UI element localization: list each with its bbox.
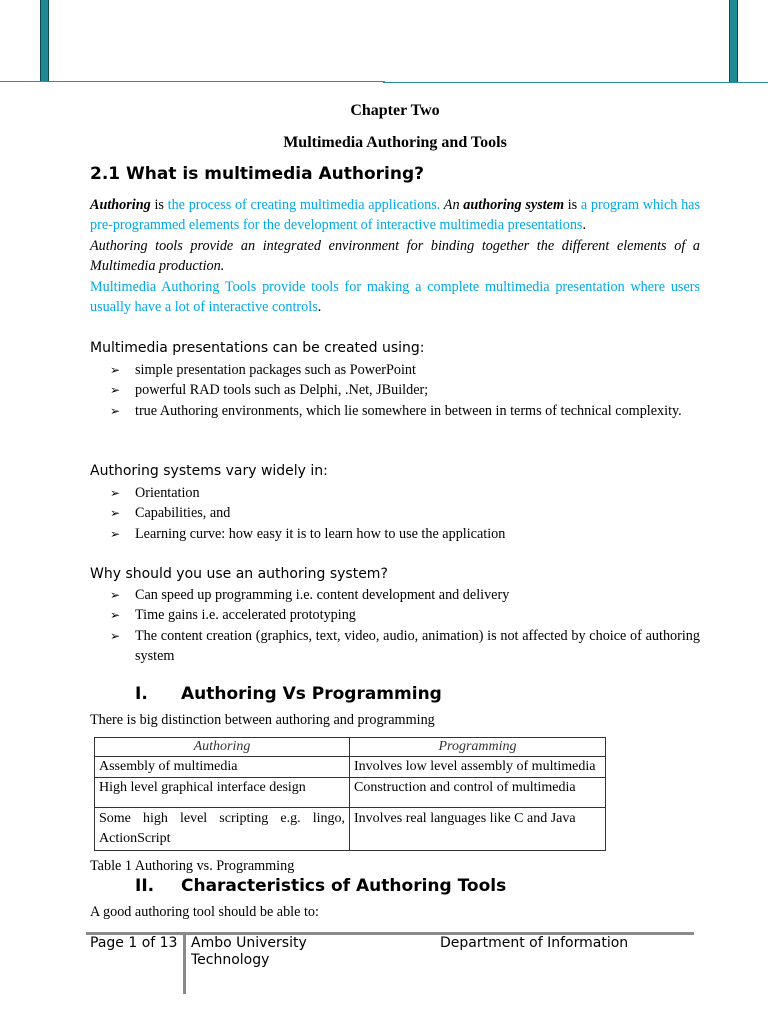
footer-department: Department of Information: [440, 935, 629, 951]
table-cell: Involves low level assembly of multimedia: [350, 757, 606, 778]
text-is-2: is: [564, 197, 581, 213]
table-header-cell: Programming: [350, 738, 606, 757]
authoring-tools-provide-paragraph: [90, 277, 700, 318]
section-numeral-i: I.: [135, 684, 148, 704]
footer-university: Ambo University: [191, 935, 307, 951]
section-heading-i: Authoring Vs Programming: [181, 684, 442, 704]
footer-technology: Technology: [191, 952, 270, 968]
table-cell: Construction and control of multimedia: [350, 778, 606, 808]
table-cell: Assembly of multimedia: [95, 757, 350, 778]
list-item: ➢ powerful RAD tools such as Delphi, .Net, JBuilder;: [90, 380, 700, 400]
table-cell: Some high level scripting e.g. lingo, ActionScript: [95, 808, 350, 851]
why-use-lead: Why should you use an authoring system?: [90, 566, 388, 582]
text-an: An: [440, 197, 464, 213]
table-row: [95, 778, 606, 808]
definition-paragraph: [90, 195, 700, 236]
authoring-tools-provide-text: Multimedia Authoring Tools provide tools for making a complete multimedia presentation where users usually have a lot of interactive controls: [90, 279, 700, 316]
footer-divider: [183, 934, 186, 994]
header-left-bar: [40, 0, 49, 82]
header-rule-right: [383, 82, 768, 83]
header-right-bar: [729, 0, 738, 82]
table-header-row: [95, 738, 606, 757]
list-item: ➢ Orientation: [90, 483, 700, 503]
page-number: Page 1 of 13: [90, 935, 178, 951]
table-cell: High level graphical interface design: [95, 778, 350, 808]
header-rule-left: [0, 81, 385, 82]
section-heading-2-1: 2.1 What is multimedia Authoring?: [90, 164, 425, 184]
list-item: ➢ The content creation (graphics, text, video, audio, animation) is not affected by choice of authoring system: [90, 626, 700, 667]
text-is: is: [150, 197, 168, 213]
vary-widely-lead: Authoring systems vary widely in:: [90, 463, 328, 479]
list-item: ➢ Learning curve: how easy it is to learn how to use the application: [90, 524, 700, 544]
section-i-intro: There is big distinction between authoring and programming: [90, 712, 435, 728]
definition-authoring-system: a program which has pre-programmed elements for the development of interactive multimedia presentations: [90, 197, 701, 234]
chapter-subtitle: Multimedia Authoring and Tools: [283, 134, 507, 151]
definition-authoring: the process of creating multimedia applications.: [167, 197, 441, 213]
period: .: [582, 217, 586, 234]
period-2: .: [317, 299, 322, 316]
section-heading-ii: Characteristics of Authoring Tools: [181, 876, 507, 896]
created-using-list: [90, 360, 700, 421]
section-ii-intro: A good authoring tool should be able to:: [90, 904, 319, 920]
table-row: [95, 757, 606, 778]
term-authoring-system: authoring system: [463, 197, 564, 213]
list-item: ➢ Time gains i.e. accelerated prototyping: [90, 605, 700, 625]
table-cell: Involves real languages like C and Java: [350, 808, 606, 851]
table-caption: Table 1 Authoring vs. Programming: [90, 858, 295, 874]
list-item: ➢ simple presentation packages such as PowerPoint: [90, 360, 700, 380]
term-authoring: Authoring: [90, 197, 151, 213]
list-item: ➢ true Authoring environments, which lie somewhere in between in terms of technical complexity.: [90, 401, 700, 421]
authoring-tools-paragraph: Authoring tools provide an integrated environment for binding together the different elements of a Multimedia production.: [90, 238, 700, 275]
table-header-cell: Authoring: [95, 738, 350, 757]
list-item: ➢ Can speed up programming i.e. content development and delivery: [90, 585, 700, 605]
table-row: [95, 808, 606, 851]
section-numeral-ii: II.: [135, 876, 155, 896]
created-using-lead: Multimedia presentations can be created using:: [90, 340, 425, 356]
list-item: ➢ Capabilities, and: [90, 503, 700, 523]
vary-widely-list: [90, 483, 700, 544]
chapter-title: Chapter Two: [350, 102, 440, 119]
why-use-list: [90, 585, 700, 667]
comparison-table: [94, 737, 606, 851]
